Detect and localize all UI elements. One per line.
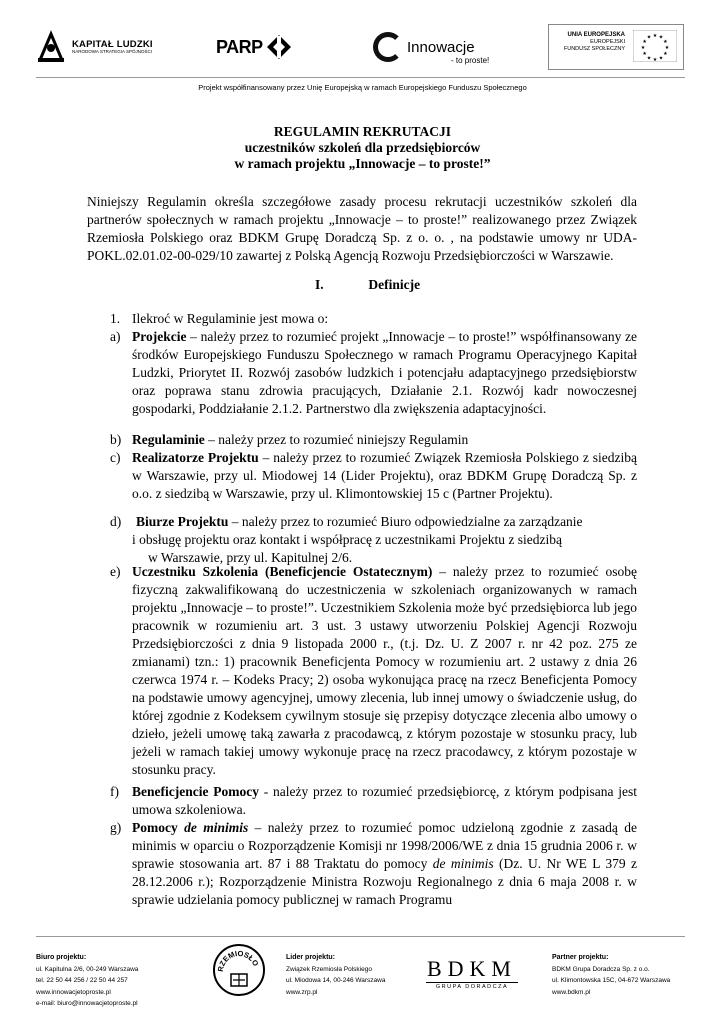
partner-address: ul. Klimontowska 15C, 04-672 Warszawa xyxy=(552,977,671,984)
item-d-line2: i obsługę projektu oraz kontakt i współpracę z uczestnikami Projektu z siedzibą xyxy=(132,532,562,547)
item-c-text xyxy=(132,449,637,503)
eu-line2: EUROPEJSKI xyxy=(590,39,625,46)
eu-line1: UNIA EUROPEJSKA xyxy=(567,32,625,38)
item-g-text xyxy=(132,819,637,909)
rzemioslo-text: RZEMIOSŁO xyxy=(215,948,261,973)
item-g-body1: – należy przez to rozumieć pomoc udzieloną zgodnie z zasadą de minimis w oparciu o Rozporządzenie Komisji nr 1998/2006/WE z dnia 15 grudnia 2006 r. w sprawie stosowania art. 87 i 88 Traktatu do pomocy xyxy=(132,820,637,871)
footer-lider xyxy=(286,952,385,998)
kapital-ludzki-subtitle: NARODOWA STRATEGIA SPÓJNOŚCI xyxy=(72,48,153,54)
item-1-label: 1. xyxy=(110,311,121,326)
lider-title: Lider projektu: xyxy=(286,954,336,961)
section-number: I. xyxy=(315,277,324,292)
svg-text:★: ★ xyxy=(658,34,664,41)
title-line1: REGULAMIN REKRUTACJI xyxy=(273,124,452,139)
lider-name: Związek Rzemiosła Polskiego xyxy=(286,965,372,973)
svg-text:★: ★ xyxy=(646,34,652,41)
bdkm-wordmark: BDKM xyxy=(426,956,517,981)
item-e-term: Uczestniku Szkolenia (Beneficjencie Ostatecznym) xyxy=(132,564,433,579)
header-divider xyxy=(36,77,685,78)
kapital-ludzki-icon xyxy=(36,30,66,64)
item-b-body: – należy przez to rozumieć niniejszy Regulamin xyxy=(204,432,469,447)
biuro-www[interactable]: www.innowacjetoproste.pl xyxy=(36,988,111,996)
item-a-label: a) xyxy=(110,329,121,344)
kapital-ludzki-logo xyxy=(36,26,176,68)
innowacje-ring-icon xyxy=(373,32,403,62)
svg-text:★: ★ xyxy=(642,51,647,57)
item-g-term-italic: de minimis xyxy=(184,820,249,835)
svg-text:★: ★ xyxy=(664,45,670,51)
item-f-term: Beneficjencie Pomocy xyxy=(132,784,259,799)
item-d-line1 xyxy=(136,513,641,531)
item-f-label: f) xyxy=(110,784,119,799)
innowacje-subtitle: - to proste! xyxy=(451,56,490,65)
footer-divider xyxy=(36,936,685,937)
parp-diamond-icon xyxy=(266,34,292,60)
lider-address: ul. Miodowa 14, 00-246 Warszawa xyxy=(286,977,386,984)
section-heading xyxy=(315,277,420,293)
item-a-body: – należy przez to rozumieć projekt „Innowacje – to proste!” współfinansowany ze środków Europejskiego Funduszu Społecznego w ramach Programu Operacyjnego Kapitał Ludzki, Priorytet II. Rozwój zasobów ludzkich i potencjału adaptacyjnego przedsiębiorstw oraz poprawa stanu zdrowia pracujących, Działanie 2.1. Rozwój kadr nowoczesnej gospodarki, Poddziałanie 2.1.2. Partnerstwo dla zwiększenia adaptacyjności. xyxy=(132,329,637,416)
intro-paragraph: Niniejszy Regulamin określa szczegółowe zasady procesu rekrutacji uczestników szkoleń dla partnerów społecznych w ramach projektu „Innowacje – to proste!” realizowanego przez Związek Rzemiosła Polskiego oraz BDKM Grupę Doradczą Sp. z o. o. , na podstawie umowy nr UDA-POKL.02.01.02-00-029/10 zawartej z Polską Agencją Rozwoju Przedsiębiorczości w Warszawie. xyxy=(87,194,637,263)
parp-logo xyxy=(216,26,296,68)
bdkm-logo xyxy=(426,958,518,990)
svg-text:★: ★ xyxy=(642,39,647,45)
innowacje-wordmark: Innowacje xyxy=(407,38,475,56)
parp-wordmark: PARP xyxy=(216,36,263,57)
svg-text:★: ★ xyxy=(640,45,646,51)
bdkm-subtitle: GRUPA DORADCZA xyxy=(426,982,518,990)
innowacje-logo xyxy=(373,26,493,68)
item-e-text xyxy=(132,563,637,779)
section-title: Definicje xyxy=(368,277,421,292)
svg-text:★: ★ xyxy=(652,33,658,39)
item-g-label: g) xyxy=(110,820,122,835)
item-a-text xyxy=(132,328,637,418)
item-e-label: e) xyxy=(110,564,121,579)
rzemioslo-emblem-icon xyxy=(215,946,263,994)
biuro-title: Biuro projektu: xyxy=(36,954,87,961)
svg-text:★: ★ xyxy=(652,57,658,62)
item-b-text xyxy=(132,431,637,449)
item-b-term: Regulaminie xyxy=(132,432,205,447)
item-d-label: d) xyxy=(110,514,122,529)
item-f-text xyxy=(132,783,637,819)
footer-biuro xyxy=(36,952,138,1010)
item-c-body: – należy przez to rozumieć Związek Rzemiosła Polskiego z siedzibą w Warszawie, przy ul. Miodowej 14 (Lider Projektu), oraz BDKM Grupę Doradczą Sp. z o.o. z siedzibą w Warszawie, przy ul. Klimontowskiej 15 c (Partner Projektu). xyxy=(132,450,638,501)
title-line2: uczestników szkoleń dla przedsiębiorców xyxy=(244,140,481,155)
kapital-ludzki-title: KAPITAŁ LUDZKI xyxy=(72,38,153,50)
item-b-label: b) xyxy=(110,432,122,447)
svg-text:★: ★ xyxy=(663,39,668,45)
title-line3: w ramach projektu „Innowacje – to proste!” xyxy=(234,156,491,171)
item-c-term: Realizatorze Projektu xyxy=(132,450,259,465)
biuro-email[interactable]: e-mail: biuro@innowacjetoproste.pl xyxy=(36,1000,138,1007)
item-1-text: Ilekroć w Regulaminie jest mowa o: xyxy=(132,311,329,326)
partner-title: Partner projektu: xyxy=(552,954,609,961)
lider-www[interactable]: www.zrp.pl xyxy=(286,988,318,996)
partner-www[interactable]: www.bdkm.pl xyxy=(552,988,591,996)
partner-name: BDKM Grupa Doradcza Sp. z o.o. xyxy=(552,965,650,973)
item-d-line3: w Warszawie, przy ul. Kapitulnej 2/6. xyxy=(148,550,353,565)
rzemioslo-logo xyxy=(213,944,265,996)
item-e-body: – należy przez to rozumieć osobę fizyczną zakwalifikowaną do uczestniczenia w szkoleniach organizowanych w ramach projektu „Innowacje – to proste!”. Uczestnikiem Szkolenia może być przedsiębiorca lub jego pracownik w rozumieniu art. 3 ust. 3 ustawy utworzeniu Polskiej Agencji Rozwoju Przedsiębiorczości z dnia 9 listopada 2000 r., (t.j. Dz. U. Z 2007 r. nr 42 poz. 275 ze zmianami) tzn.: 1) pracownik Beneficjenta Pomocy w rozumieniu art. 2 ustawy z dnia 26 czerwca 1974 r. – Kodeks Pracy; 2) osoba wykonująca pracę na rzecz Beneficjenta Pomocy na podstawie umowy agencyjnej, umowy zlecenia, lub innej umowy o świadczenie usług, do której zgodnie z Kodeksem cywilnym stosuje się przepisy dotyczące zlecenia albo umowy o dzieło, jeżeli umowę taką zawarła z pracodawcą, z którym pozostaje w stosunku pracy, lub jeżeli w ramach takiej umowy wykonuje pracę na rzecz pracodawcy, z którym pozostaje w stosunku pracy. xyxy=(132,564,637,777)
eu-line3: FUNDUSZ SPOŁECZNY xyxy=(563,45,625,52)
footer-partner xyxy=(552,952,670,998)
item-d-term: Biurze Projektu xyxy=(136,514,229,529)
document-title xyxy=(0,124,725,172)
eu-tagline: Projekt współfinansowany przez Unię Europejską w ramach Europejskiego Funduszu Społecznego xyxy=(198,83,527,92)
item-f-body: - należy przez to rozumieć przedsiębiorcę, z którym podpisana jest umowa szkoleniowa. xyxy=(132,784,637,817)
svg-text:★: ★ xyxy=(663,51,668,57)
item-g-italic: de minimis xyxy=(432,856,494,871)
biuro-phone: tel. 22 50 44 256 / 22 50 44 257 xyxy=(36,977,128,984)
item-g-term: Pomocy xyxy=(132,820,178,835)
svg-text:★: ★ xyxy=(646,55,652,62)
footer xyxy=(0,936,725,1024)
svg-text:RZEMIOSŁO xyxy=(216,949,261,973)
eu-logo xyxy=(548,24,684,70)
biuro-address: ul. Kapitulna 2/6, 00-249 Warszawa xyxy=(36,965,139,973)
item-g-body2: (Dz. U. Nr WE L 379 z 28.12.2006 r.); Rozporządzenie Ministra Rozwoju Regionalnego z dnia 6 maja 2008 r. w sprawie udzielania pomocy publicznej w ramach Programu xyxy=(132,856,637,907)
item-c-label: c) xyxy=(110,450,121,465)
item-d-body1: – należy przez to rozumieć Biuro odpowiedzialne za zarządzanie xyxy=(228,514,583,529)
item-a-term: Projekcie xyxy=(132,329,187,344)
eu-flag-icon xyxy=(633,30,677,62)
svg-text:★: ★ xyxy=(658,55,664,62)
